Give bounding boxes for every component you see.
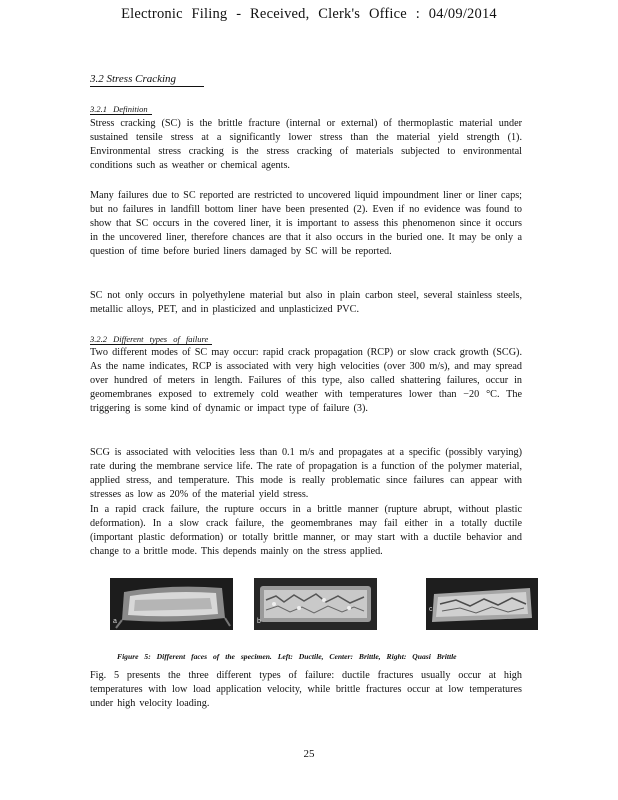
figure-quasi-brittle-specimen xyxy=(426,578,538,630)
paragraph-figure-description: Fig. 5 presents the three different types of failure: ductile fractures usually occur at high temperatures with low load application velocity, while brittle fractures occur at low temperatures under high velocity loading. xyxy=(90,670,522,709)
paragraph-scg: SCG is associated with velocities less than 0.1 m/s and propagates at a specific (possibly varying) rate during the membrane service life. The rate of propagation is a function of the polymer material, applied stress, and temperature. This mode is really problematic since failures can appear with stresses as low as 20% of the material yield stress. xyxy=(90,447,522,500)
figure-brittle-specimen xyxy=(254,578,377,630)
paragraph-modes: Two different modes of SC may occur: rapid crack propagation (RCP) or slow crack growth (SCG). As the name indicates, RCP is associated with very high velocities (over 300 m/s), and may spread over hundred of meters in length. Failures of this type, also called shattering failures, occur in geomembranes exposed to extremely cold weather with temperatures lower than −20 °C. The triggering is some kind of dynamic or impact type of failure (3). xyxy=(90,347,522,414)
subsection-failure-types-title: 3.2.2 Different types of failure xyxy=(90,334,212,345)
paragraph-rapid-crack: In a rapid crack failure, the rupture occurs in a brittle manner (rupture abrupt, without plastic deformation). In a slow crack failure, the geomembranes may fail either in a totally ductile (important plastic deformation) or totally brittle manner, or may start with a ductile behavior and change to a brittle mode. This depends mainly on the stress applied. xyxy=(90,504,522,557)
figure-label-c: c xyxy=(429,606,433,613)
filing-header: Electronic Filing - Received, Clerk's Office : 04/09/2014 xyxy=(121,6,497,22)
figure-caption: Figure 5: Different faces of the specimen. Left: Ductile, Center: Brittle, Right: Quasi Brittle xyxy=(117,652,457,661)
subsection-definition-title: 3.2.1 Definition xyxy=(90,104,152,115)
paragraph-definition: Stress cracking (SC) is the brittle fracture (internal or external) of thermoplastic material under sustained tensile stress at a significantly lower stress than the material yield strength (1). Environmental stress cracking is the stress cracking of materials subjected to environmental conditions such as weather or chemical agents. xyxy=(90,118,522,171)
paragraph-materials: SC not only occurs in polyethylene material but also in plain carbon steel, several stainless steels, metallic alloys, PET, and in plasticized and unplasticized PVC. xyxy=(90,290,522,315)
paragraph-failures: Many failures due to SC reported are restricted to uncovered liquid impoundment liner or liner caps; but no failures in landfill bottom liner have been presented (2). Even if no evidence was found to show that SC occurs in the covered liner, it is important to assess this phenomenon since it occurs in the uncovered liner, therefore chances are that it also occurs in the buried one. It may be only a question of time before buried liners damaged by SC will be reported. xyxy=(90,190,522,257)
page-number: 25 xyxy=(303,748,315,760)
section-title: 3.2 Stress Cracking xyxy=(90,72,204,87)
figure-label-a: a xyxy=(113,618,117,625)
figure-ductile-specimen xyxy=(110,578,233,630)
figure-label-b: b xyxy=(257,618,261,625)
